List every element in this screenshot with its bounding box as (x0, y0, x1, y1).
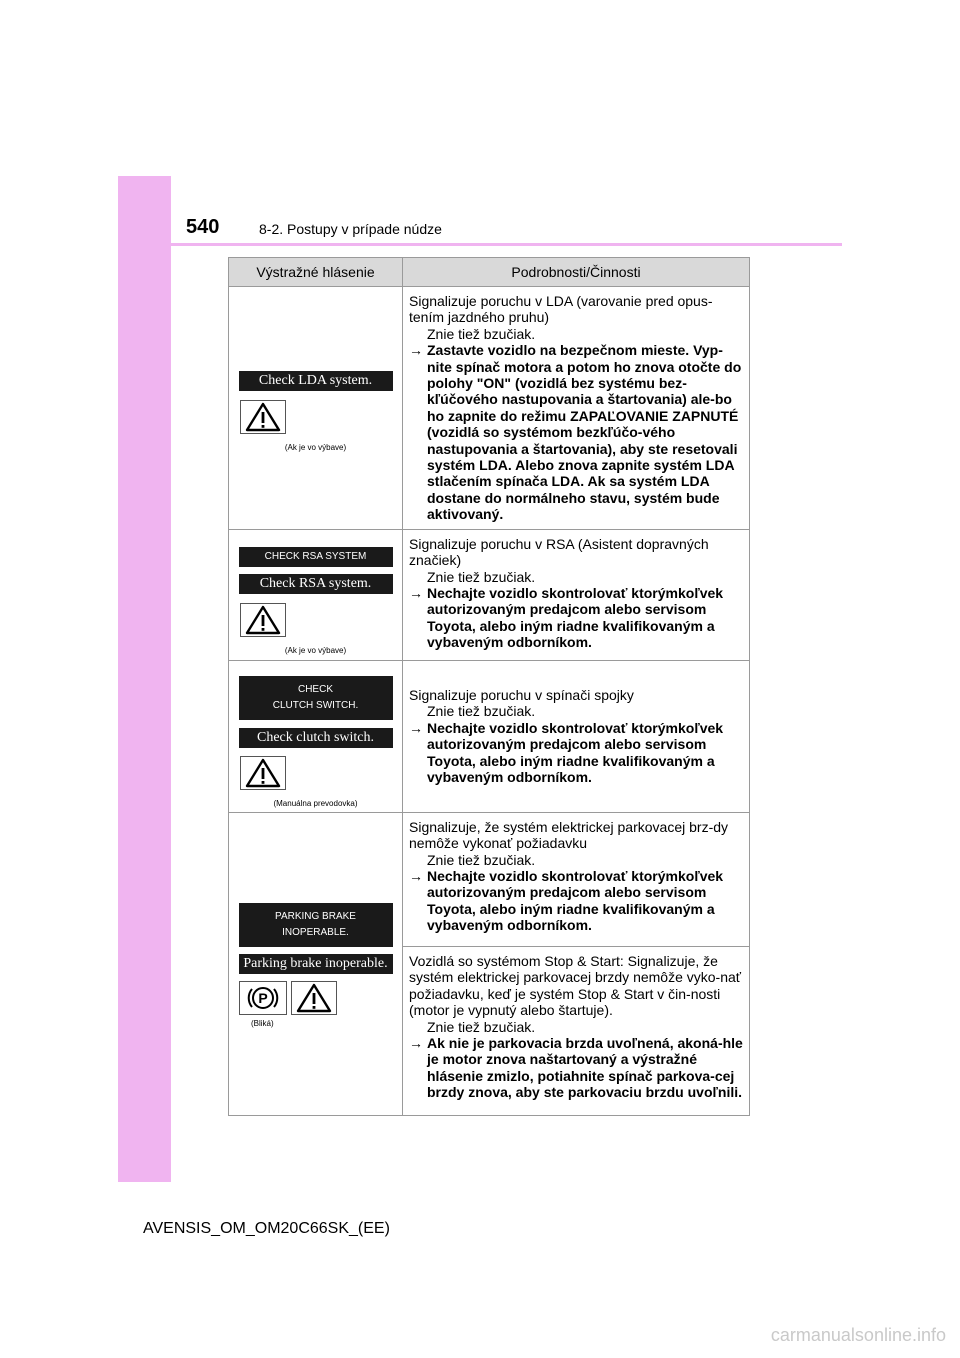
parking-brake-icon (239, 981, 287, 1015)
details-cell (403, 946, 750, 1115)
header-rule (171, 243, 842, 246)
svg-text:P: P (258, 989, 268, 1006)
action-text: Nechajte vozidlo skontrolovať ktorýmkoľvek autorizovaným predajcom alebo servisom Toyota, alebo iným riadne kvalifikovaným a vybaveným odborníkom. (427, 584, 724, 651)
arrow-icon: → (409, 584, 423, 601)
display-line: CHECK (297, 683, 333, 695)
warning-triangle-icon (240, 603, 286, 637)
blinking-note: (Bliká) (251, 1018, 274, 1028)
display-line: PARKING BRAKE (275, 910, 356, 922)
buzzer-text: Znie tiež bzučiak. (427, 325, 536, 342)
display-message: Check RSA system. (239, 574, 393, 594)
action-text: Nechajte vozidlo skontrolovať ktorýmkoľvek autorizovaným predajcom alebo servisom Toyota, alebo iným riadne kvalifikovaným a vybaveným odborníkom. (427, 719, 724, 785)
column-header-message: Výstražné hlásenie (229, 258, 403, 287)
action-text: Nechajte vozidlo skontrolovať ktorýmkoľvek autorizovaným predajcom alebo servisom Toyota, alebo iným riadne kvalifikovaným a vybaveným odborníkom. (427, 867, 724, 934)
column-header-details: Podrobnosti/Činnosti (403, 258, 750, 287)
buzzer-text: Znie tiež bzučiak. (427, 851, 536, 868)
buzzer-text: Znie tiež bzučiak. (427, 568, 536, 585)
display-message: CHECK RSA SYSTEM (239, 547, 393, 567)
buzzer-text: Znie tiež bzučiak. (427, 1018, 536, 1035)
description-text: Signalizuje poruchu v RSA (Asistent dopravných značiek) (409, 535, 709, 569)
chapter-sidebar-tab (118, 176, 171, 1182)
details-cell (403, 660, 750, 812)
display-message: Parking brake inoperable. (239, 954, 393, 974)
display-line: CLUTCH SWITCH. (272, 699, 359, 711)
icon-cell (229, 812, 403, 1115)
warning-triangle-icon (240, 400, 286, 434)
table-header-row (229, 258, 750, 287)
table-row (229, 660, 750, 812)
watermark: carmanualsonline.info (770, 1325, 946, 1345)
display-message: Check clutch switch. (239, 728, 393, 748)
icon-cell (229, 287, 403, 530)
footer-model-code: AVENSIS_OM_OM20C66SK_(EE) (143, 1220, 390, 1237)
display-message (239, 903, 393, 947)
page-number: 540 (186, 216, 220, 238)
availability-note: (Ak je vo výbave) (284, 645, 347, 655)
details-cell (403, 287, 750, 530)
description-text: Signalizuje poruchu v spínači spojky (409, 686, 634, 703)
availability-note: (Manuálna prevodovka) (273, 798, 358, 808)
icon-cell (229, 529, 403, 660)
warning-triangle-icon (240, 756, 286, 790)
section-title: 8-2. Postupy v prípade núdze (259, 221, 442, 237)
arrow-icon: → (409, 342, 423, 359)
arrow-icon: → (409, 719, 423, 736)
description-text: Signalizuje poruchu v LDA (varovanie pred opus-tením jazdného pruhu) (409, 293, 713, 326)
warning-triangle-icon (291, 981, 337, 1015)
details-cell (403, 812, 750, 946)
arrow-icon: → (409, 1034, 423, 1051)
action-text: Ak nie je parkovacia brzda uvoľnená, akoná-hle je motor znova naštartovaný a výstražné hlásenie zmizlo, potiahnite spínač parkova-cej brzdy znova, aby ste parkovaciu brzdu uvoľnili. (427, 1034, 743, 1101)
display-message: Check LDA system. (239, 371, 393, 391)
buzzer-text: Znie tiež bzučiak. (427, 703, 536, 720)
description-text: Signalizuje, že systém elektrickej parkovacej brz-dy nemôže vykonať požiadavku (409, 818, 729, 852)
icon-cell (229, 660, 403, 812)
table-row (229, 812, 750, 946)
action-text: Zastavte vozidlo na bezpečnom mieste. Vyp-nite spínač motora a potom ho znova otočte do polohy "ON" (vozidlá bez systému bez-kľúčového nastupovania a štartovania) ale-bo ho zapnite do režimu ZAPAĽOVANIE ZAPNUTÉ (vozidlá so systémom bezkľúčo-vého nastupovania a štartovania), aby ste resetovali systém LDA. Alebo znova zapnite systém LDA stlačením spínača LDA. Ak sa systém LDA dostane do normálneho stavu, systém bude aktivovaný. (427, 342, 742, 523)
table-row (229, 529, 750, 660)
arrow-icon: → (409, 867, 423, 884)
table-row (229, 287, 750, 530)
description-text: Vozidlá so systémom Stop & Start: Signalizuje, že systém elektrickej parkovacej brzdy nemôže vyko-nať požiadavku, keď je systém Stop & Start v čin-nosti (motor je vypnutý alebo štartuje). (409, 952, 742, 1019)
details-cell (403, 529, 750, 660)
availability-note: (Ak je vo výbave) (284, 443, 347, 452)
warning-table (228, 257, 750, 1116)
display-line: INOPERABLE. (282, 926, 349, 938)
display-message (239, 676, 393, 720)
